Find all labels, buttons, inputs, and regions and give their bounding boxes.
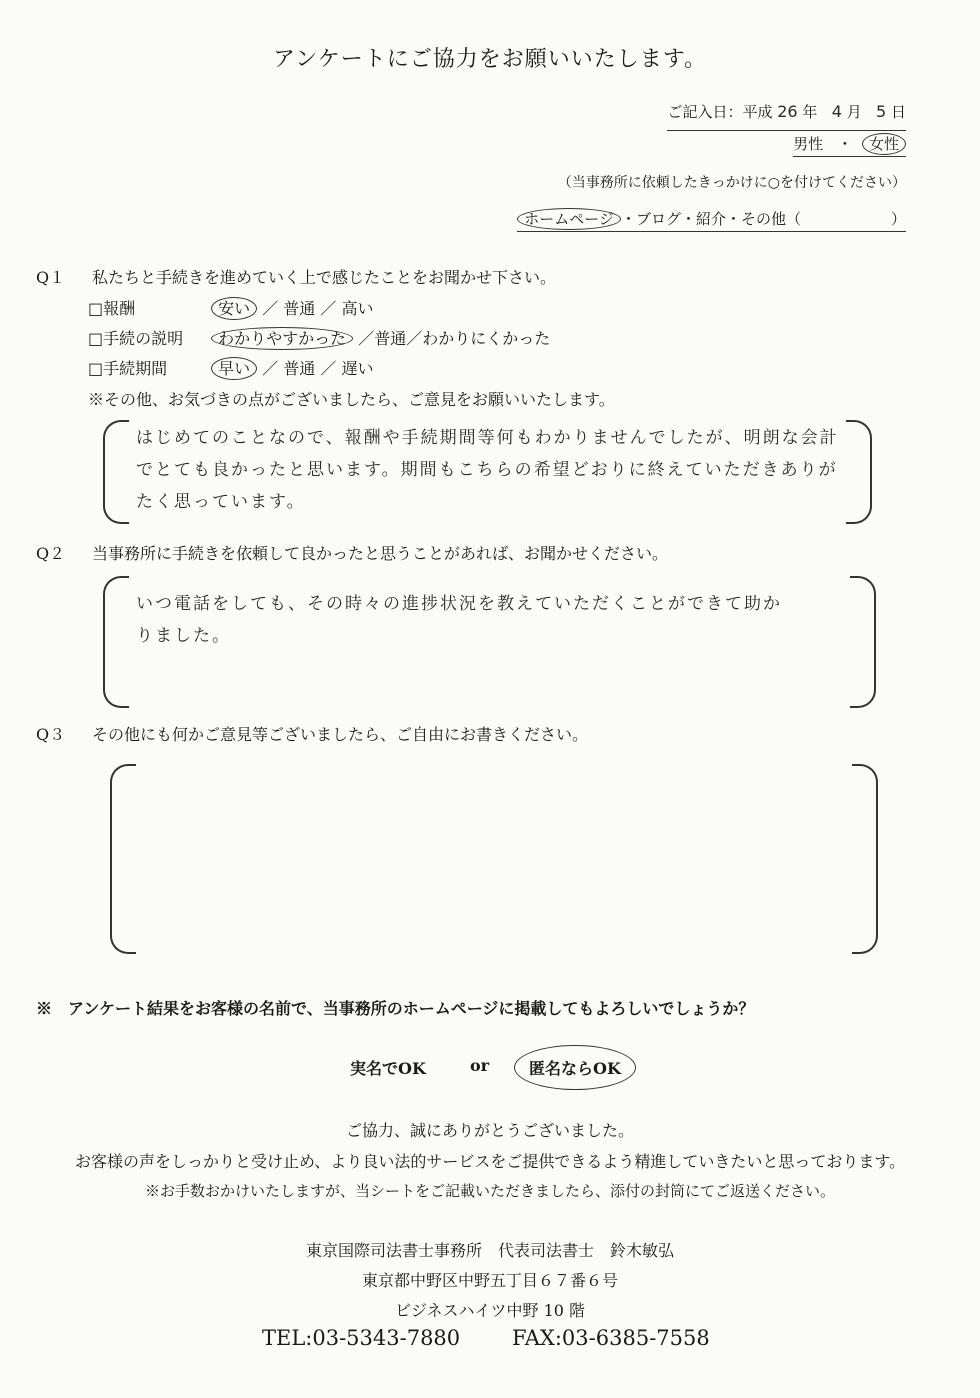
q1-item-label: □報酬	[88, 299, 136, 318]
office-tel: TEL:03-5343-7880	[262, 1326, 461, 1350]
office-fax: FAX:03-6385-7558	[512, 1326, 710, 1350]
q1-item-options[interactable]: ／普通／わかりにくかった	[358, 329, 551, 348]
gender-field	[793, 133, 906, 157]
q2-question	[36, 541, 668, 564]
q1-question	[36, 265, 556, 288]
date-month-unit: 月	[846, 103, 862, 121]
date-label: ご記入日：平成	[667, 103, 773, 121]
q2-text: 当事務所に手続きを依頼して良かったと思うことがあれば、お聞かせください。	[92, 544, 669, 563]
q1-answer[interactable]: はじめてのことなので、報酬や手続期間等何もわかりませんでしたが、明朗な会計でとても良かったと思います。期間もこちらの希望どおりに終えていただきありがたく思っています。	[136, 428, 839, 512]
gender-separator: ・	[837, 135, 853, 153]
q1-item-label: □手続期間	[88, 359, 168, 378]
publish-option-real[interactable]: 実名でOK	[350, 1059, 426, 1078]
q2-box-left	[103, 576, 129, 708]
trigger-rest[interactable]: ・ブログ・紹介・その他（ ）	[620, 210, 906, 228]
q1-item-options[interactable]: ／ 普通 ／ 遅い	[262, 359, 374, 378]
q1-item-fee	[88, 296, 373, 319]
q3-label: Q３	[36, 725, 66, 744]
date-month: 4	[831, 102, 842, 121]
q3-question	[36, 722, 588, 745]
q1-box-left	[103, 420, 129, 524]
gender-male[interactable]: 男性	[793, 135, 824, 153]
q1-item-label: □手続の説明	[88, 329, 184, 348]
date-year: 26	[777, 102, 798, 121]
trigger-homepage[interactable]: ホームページ	[517, 208, 621, 230]
thanks-line-2: お客様の声をしっかりと受け止め、より良い法的サービスをご提供できるよう精進していきたいと思っております。	[74, 1152, 906, 1171]
trigger-options	[517, 208, 906, 232]
q1-item-selected[interactable]: 安い	[211, 297, 257, 320]
thanks-line-1: ご協力、誠にありがとうございました。	[345, 1121, 634, 1140]
office-address-2: ビジネスハイツ中野 10 階	[394, 1301, 586, 1320]
q1-note: ※その他、お気づきの点がございましたら、ご意見をお願いいたします。	[88, 390, 615, 409]
date-field	[667, 96, 906, 131]
date-year-unit: 年	[802, 103, 818, 121]
q3-text: その他にも何かご意見等ございましたら、ご自由にお書きください。	[92, 725, 589, 744]
q3-box-left	[110, 764, 136, 954]
office-name: 東京国際司法書士事務所 代表司法書士 鈴木敏弘	[305, 1241, 674, 1260]
date-day: 5	[876, 102, 887, 121]
q1-item-selected[interactable]: 早い	[211, 357, 257, 380]
q1-item-period	[88, 356, 373, 379]
publish-question: ※ アンケート結果をお客様の名前で、当事務所のホームページに掲載してもよろしいでしょうか？	[36, 999, 755, 1018]
date-day-unit: 日	[890, 103, 906, 121]
q2-answer[interactable]: いつ電話をしても、その時々の進捗状況を教えていただくことができて助かりました。	[136, 594, 782, 646]
publish-option-anon[interactable]: 匿名ならOK	[514, 1045, 636, 1090]
trigger-instruction: （当事務所に依頼したきっかけに○を付けてください）	[557, 175, 906, 191]
gender-female[interactable]: 女性	[862, 133, 906, 155]
publish-or: or	[470, 1056, 490, 1075]
q1-item-options[interactable]: ／ 普通 ／ 高い	[262, 299, 374, 318]
q2-label: Q２	[36, 544, 66, 563]
q1-text: 私たちと手続きを進めていく上で感じたことをお聞かせ下さい。	[92, 268, 557, 287]
q2-box-right	[850, 576, 876, 708]
q1-item-explanation	[88, 326, 550, 349]
q3-box-right	[852, 764, 878, 954]
thanks-line-3: ※お手数おかけいたしますが、当シートをご記載いただきましたら、添付の封筒にてご返送ください。	[144, 1182, 835, 1200]
q1-label: Q１	[36, 268, 66, 287]
q1-item-selected[interactable]: わかりやすかった	[211, 327, 353, 350]
office-address-1: 東京都中野区中野五丁目６７番６号	[361, 1271, 618, 1290]
page-title: アンケートにご協力をお願いいたします。	[273, 47, 707, 72]
